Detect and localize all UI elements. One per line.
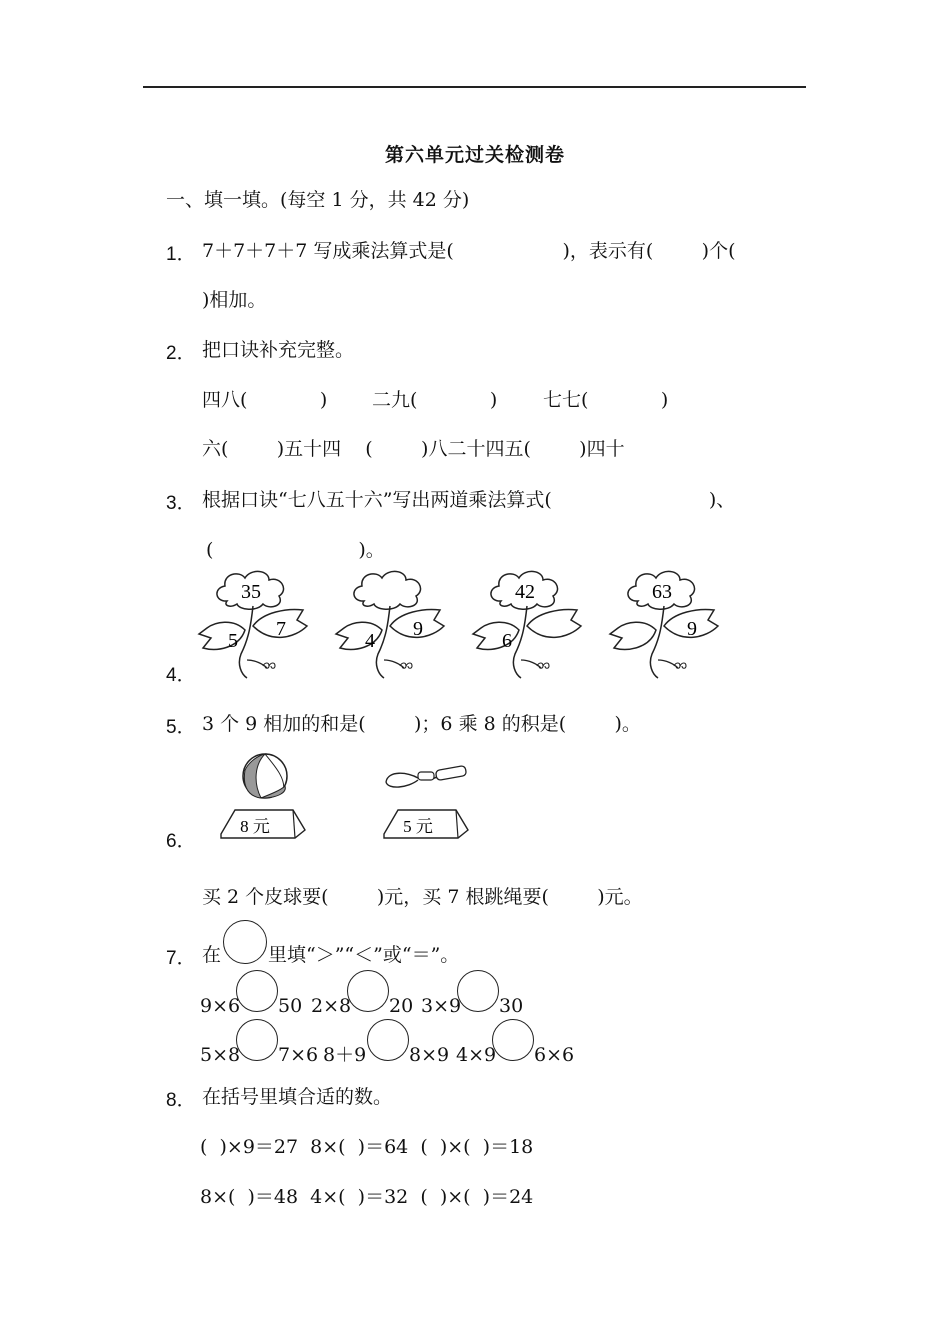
flower-2 [336, 571, 444, 678]
q8-instruction: 在括号里填合适的数。 [202, 1086, 393, 1108]
q7-r1-a-circle[interactable] [236, 970, 278, 1012]
q7-r1-c-left: 3×9 [421, 995, 462, 1017]
page-title: 第六单元过关检测卷 [384, 144, 565, 166]
q7-r2-b-circle[interactable] [367, 1019, 409, 1061]
flower-1-top: 35 [241, 581, 261, 603]
q8-number: 8． [166, 1090, 196, 1111]
q7-text-post: 里填“＞”“＜”或“＝”。 [268, 944, 460, 966]
jump-rope-illustration [378, 760, 478, 844]
q7-r2-a-circle[interactable] [236, 1019, 278, 1061]
q5-number: 5． [166, 717, 196, 738]
q2-number: 2． [166, 343, 196, 364]
q1-number: 1． [166, 244, 196, 265]
rope-price: 5 元 [403, 817, 433, 836]
q4-number: 4． [166, 665, 196, 686]
q7-r2-b-left: 8＋9 [323, 1044, 367, 1066]
q7-r1-c-circle[interactable] [457, 970, 499, 1012]
q7-r2-c-left: 4×9 [456, 1044, 497, 1066]
q3-line2: ( )。 [206, 539, 385, 561]
q7-r2-c-circle[interactable] [492, 1019, 534, 1061]
q2-item-1: 四八( ) [202, 389, 328, 411]
q6-text: 买 2 个皮球要( )元，买 7 根跳绳要( )元。 [202, 886, 643, 908]
q7-number: 7． [166, 948, 196, 969]
q7-r1-b-right: 20 [389, 995, 414, 1017]
q7-r1-b-circle[interactable] [347, 970, 389, 1012]
q1-line1: 7＋7＋7＋7 写成乘法算式是( )，表示有( )个( [202, 240, 736, 262]
flower-1-right: 7 [276, 618, 286, 640]
q2-item-2: 二九( ) [372, 389, 498, 411]
flower-1 [199, 571, 307, 678]
q8-row2: 8×( )＝48 4×( )＝32 ( )×( )＝24 [200, 1186, 534, 1208]
flower-4-top: 63 [652, 581, 672, 603]
q8-row1: ( )×9＝27 8×( )＝64 ( )×( )＝18 [200, 1136, 534, 1158]
q7-r2-a-left: 5×8 [200, 1044, 241, 1066]
q7-r2-b-right: 8×9 [409, 1044, 450, 1066]
flower-1-left: 5 [228, 630, 238, 652]
q2-item-3: 七七( ) [543, 389, 669, 411]
q5-text: 3 个 9 相加的和是( )；6 乘 8 的积是( )。 [202, 713, 641, 735]
section-heading: 一、填一填。(每空 1 分，共 42 分) [166, 189, 470, 211]
ball-illustration [215, 752, 315, 844]
q2-row2: 六( )五十四 ( )八二十四五( )四十 [202, 438, 625, 460]
q4-flowers [195, 568, 735, 686]
q3-number: 3． [166, 493, 196, 514]
flower-4 [610, 571, 718, 678]
q2-instruction: 把口诀补充完整。 [202, 339, 355, 361]
flower-2-right: 9 [413, 618, 423, 640]
compare-circle-icon [223, 920, 267, 964]
q7-r2-a-right: 7×6 [278, 1044, 319, 1066]
q7-r1-a-left: 9×6 [200, 995, 241, 1017]
q7-r1-c-right: 30 [499, 995, 524, 1017]
q7-r1-b-left: 2×8 [311, 995, 352, 1017]
ball-price: 8 元 [240, 817, 270, 836]
flower-3-left: 6 [502, 630, 512, 652]
flower-4-right: 9 [687, 618, 697, 640]
header-rule [143, 86, 806, 88]
q3-line1: 根据口诀“七八五十六”写出两道乘法算式( )、 [202, 489, 736, 511]
flower-2-left: 4 [365, 630, 375, 652]
q7-r2-c-right: 6×6 [534, 1044, 575, 1066]
q7-r1-a-right: 50 [278, 995, 303, 1017]
q1-line2: )相加。 [202, 289, 267, 311]
flower-3-top: 42 [515, 581, 535, 603]
q7-text-pre: 在 [202, 944, 222, 966]
q6-number: 6． [166, 831, 196, 852]
flower-3 [473, 571, 581, 678]
